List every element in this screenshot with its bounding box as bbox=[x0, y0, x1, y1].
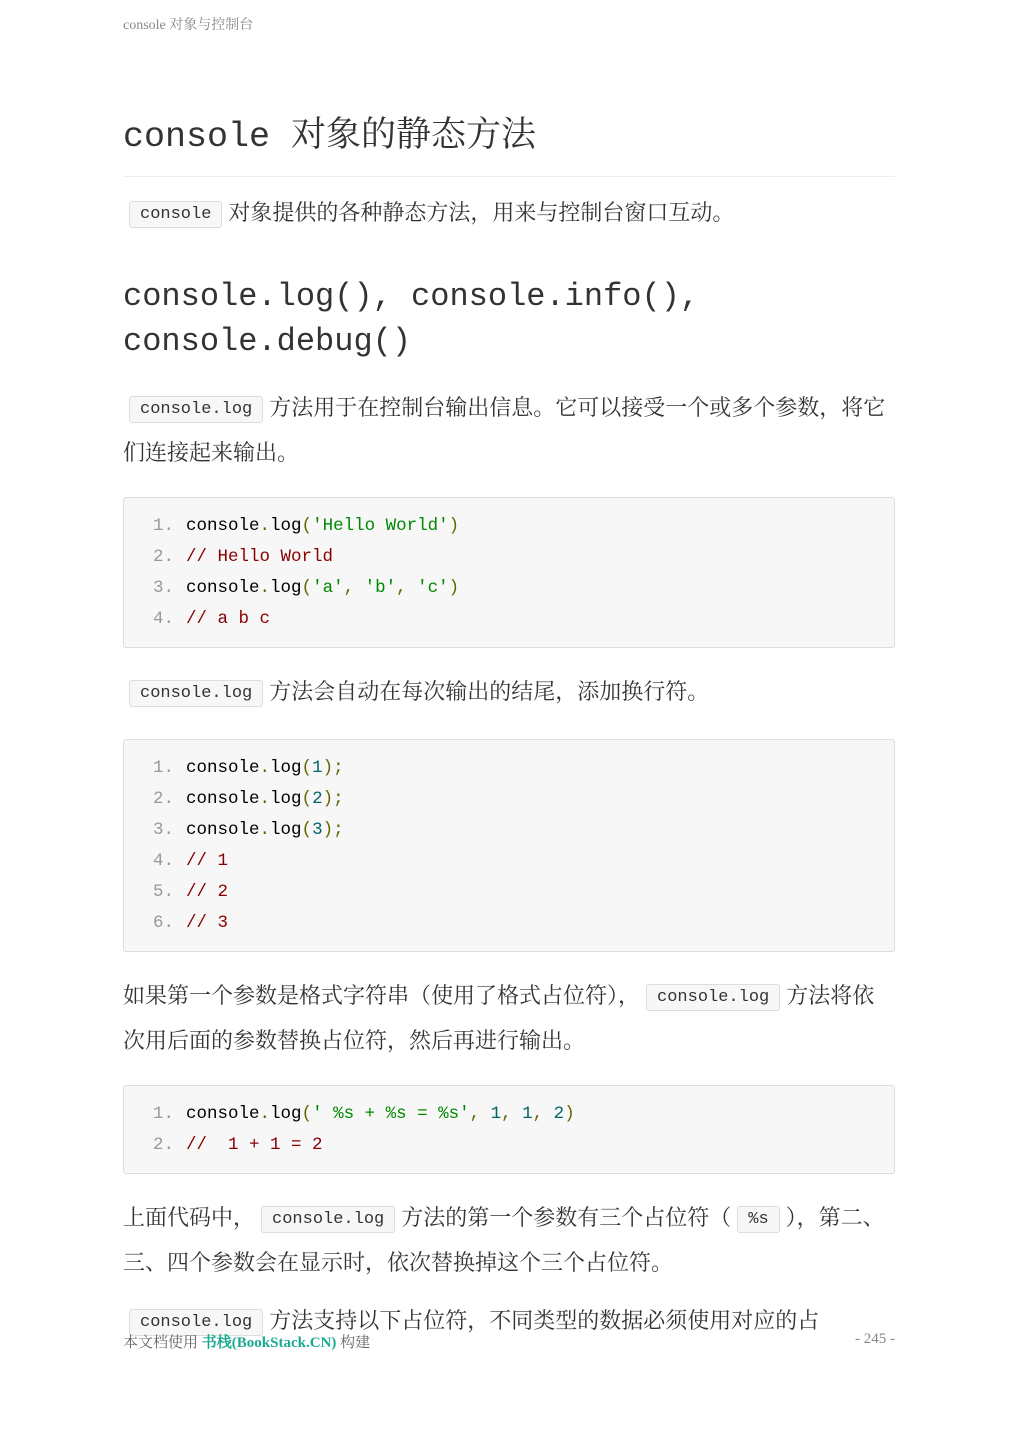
code-token: log bbox=[270, 1104, 302, 1124]
code-token: console bbox=[186, 1104, 260, 1124]
code-line bbox=[124, 908, 894, 939]
intro-text: 对象提供的各种静态方法，用来与控制台窗口互动。 bbox=[228, 201, 735, 226]
code-token: // 3 bbox=[186, 913, 229, 933]
footer-prefix: 本文档使用 bbox=[123, 1335, 199, 1351]
page-number: - 245 - bbox=[855, 1331, 895, 1347]
code-token: ); bbox=[322, 758, 344, 778]
code-token: console bbox=[186, 789, 260, 809]
code-token: . bbox=[259, 789, 271, 809]
code-token: , bbox=[501, 1104, 523, 1124]
code-token: . bbox=[259, 758, 271, 778]
code-line bbox=[124, 877, 894, 908]
code-text bbox=[186, 784, 344, 815]
code-token: 'b' bbox=[364, 578, 397, 598]
code-token: console bbox=[186, 820, 260, 840]
inline-code-console-log: console.log bbox=[261, 1206, 395, 1233]
paragraph-text: ），第二、三、四个参数会在显示时，依次替换掉这个三个占位符。 bbox=[123, 1206, 885, 1276]
code-token: ( bbox=[301, 758, 313, 778]
line-number: 2. bbox=[152, 1135, 174, 1155]
paragraph-text: 上面代码中， bbox=[123, 1206, 256, 1231]
code-token: console bbox=[186, 758, 260, 778]
code-token: ( bbox=[301, 820, 313, 840]
code-line bbox=[124, 573, 894, 604]
paragraph-newline bbox=[123, 672, 895, 717]
code-block bbox=[123, 739, 895, 952]
subsection-title-line1: console.log(), console.info(), bbox=[123, 278, 700, 315]
code-token: 'Hello World' bbox=[312, 516, 449, 536]
code-token: 1 bbox=[490, 1104, 502, 1124]
footer-credit bbox=[123, 1331, 370, 1352]
line-number: 3. bbox=[152, 578, 174, 598]
line-number: 1. bbox=[152, 1104, 174, 1124]
page-content bbox=[123, 110, 895, 1346]
code-line bbox=[124, 1099, 894, 1130]
line-number: 6. bbox=[152, 913, 174, 933]
code-token: ); bbox=[322, 789, 344, 809]
code-token: ) bbox=[448, 578, 460, 598]
code-token: ( bbox=[301, 516, 313, 536]
code-text bbox=[186, 753, 344, 784]
line-number: 4. bbox=[152, 851, 174, 871]
code-block bbox=[123, 497, 895, 648]
inline-code-placeholder: %s bbox=[737, 1206, 779, 1233]
code-token: . bbox=[259, 578, 271, 598]
code-token: ( bbox=[301, 789, 313, 809]
code-token: console bbox=[186, 578, 260, 598]
code-token: 2 bbox=[312, 789, 323, 809]
code-token: ) bbox=[564, 1104, 575, 1124]
code-token: // 2 bbox=[186, 882, 229, 902]
code-line bbox=[124, 784, 894, 815]
code-text bbox=[186, 542, 333, 573]
code-line bbox=[124, 753, 894, 784]
code-text bbox=[186, 573, 459, 604]
code-line bbox=[124, 815, 894, 846]
code-token: . bbox=[259, 820, 271, 840]
running-header: console 对象与控制台 bbox=[123, 18, 254, 33]
inline-code-console: console bbox=[129, 201, 222, 228]
code-token: log bbox=[270, 516, 302, 536]
code-token: . bbox=[259, 516, 271, 536]
footer-brand-link[interactable]: 书栈(BookStack.CN) bbox=[201, 1335, 337, 1351]
code-token: 1 bbox=[312, 758, 323, 778]
inline-code-console-log: console.log bbox=[129, 680, 263, 707]
footer-suffix: 构建 bbox=[340, 1335, 371, 1351]
code-token: // 1 + 1 = 2 bbox=[186, 1135, 323, 1155]
inline-code-console-log: console.log bbox=[646, 984, 780, 1011]
paragraph-text: 方法将依次用后面的参数替换占位符，然后再进行输出。 bbox=[123, 984, 875, 1054]
paragraph-log-intro bbox=[123, 388, 895, 475]
code-text bbox=[186, 877, 228, 908]
code-text bbox=[186, 604, 270, 635]
code-token: , bbox=[469, 1104, 491, 1124]
inline-code-console-log: console.log bbox=[129, 1309, 263, 1336]
code-text bbox=[186, 908, 228, 939]
code-token: 3 bbox=[312, 820, 323, 840]
code-line bbox=[124, 1130, 894, 1161]
code-line bbox=[124, 846, 894, 877]
paragraph-format-string bbox=[123, 976, 895, 1063]
code-token: . bbox=[259, 1104, 271, 1124]
code-token: ) bbox=[448, 516, 460, 536]
line-number: 3. bbox=[152, 820, 174, 840]
code-token: ); bbox=[322, 820, 344, 840]
code-text bbox=[186, 846, 228, 877]
code-line bbox=[124, 542, 894, 573]
code-line bbox=[124, 604, 894, 635]
subsection-title bbox=[123, 274, 895, 364]
intro-paragraph bbox=[123, 193, 895, 238]
code-token: log bbox=[270, 578, 302, 598]
section-title bbox=[123, 110, 895, 177]
code-token: 'a' bbox=[312, 578, 344, 598]
inline-code-console-log: console.log bbox=[129, 396, 263, 423]
code-token: log bbox=[270, 758, 302, 778]
code-text bbox=[186, 1099, 575, 1130]
code-text bbox=[186, 511, 459, 542]
code-block bbox=[123, 1085, 895, 1174]
paragraph-text: 方法会自动在每次输出的结尾，添加换行符。 bbox=[269, 680, 710, 705]
code-token: log bbox=[270, 820, 302, 840]
line-number: 4. bbox=[152, 609, 174, 629]
code-text bbox=[186, 815, 344, 846]
code-token: , bbox=[532, 1104, 554, 1124]
code-line bbox=[124, 511, 894, 542]
code-token: , bbox=[396, 578, 418, 598]
line-number: 1. bbox=[152, 758, 174, 778]
line-number: 2. bbox=[152, 547, 174, 567]
code-token: 'c' bbox=[417, 578, 449, 598]
code-token: 2 bbox=[553, 1104, 565, 1124]
code-token: log bbox=[270, 789, 302, 809]
line-number: 1. bbox=[152, 516, 174, 536]
code-token: // 1 bbox=[186, 851, 229, 871]
paragraph-text: 方法的第一个参数有三个占位符（ bbox=[401, 1206, 732, 1231]
code-token: console bbox=[186, 516, 260, 536]
code-token: ( bbox=[301, 578, 313, 598]
code-token: ( bbox=[301, 1104, 313, 1124]
line-number: 5. bbox=[152, 882, 174, 902]
line-number: 2. bbox=[152, 789, 174, 809]
code-token: // a b c bbox=[186, 609, 271, 629]
code-token: ' %s + %s = %s' bbox=[312, 1104, 470, 1124]
code-token: , bbox=[343, 578, 365, 598]
paragraph-placeholder-explain bbox=[123, 1198, 895, 1285]
subsection-title-line2: console.debug() bbox=[123, 323, 412, 360]
section-title-text: console 对象的静态方法 bbox=[123, 117, 537, 157]
paragraph-text: 如果第一个参数是格式字符串（使用了格式占位符）， bbox=[123, 984, 641, 1009]
paragraph-text: 方法支持以下占位符，不同类型的数据必须使用对应的占 bbox=[269, 1309, 820, 1334]
code-token: // Hello World bbox=[186, 547, 334, 567]
paragraph-text: 方法用于在控制台输出信息。它可以接受一个或多个参数，将它们连接起来输出。 bbox=[123, 396, 886, 466]
code-text bbox=[186, 1130, 323, 1161]
code-token: 1 bbox=[522, 1104, 533, 1124]
